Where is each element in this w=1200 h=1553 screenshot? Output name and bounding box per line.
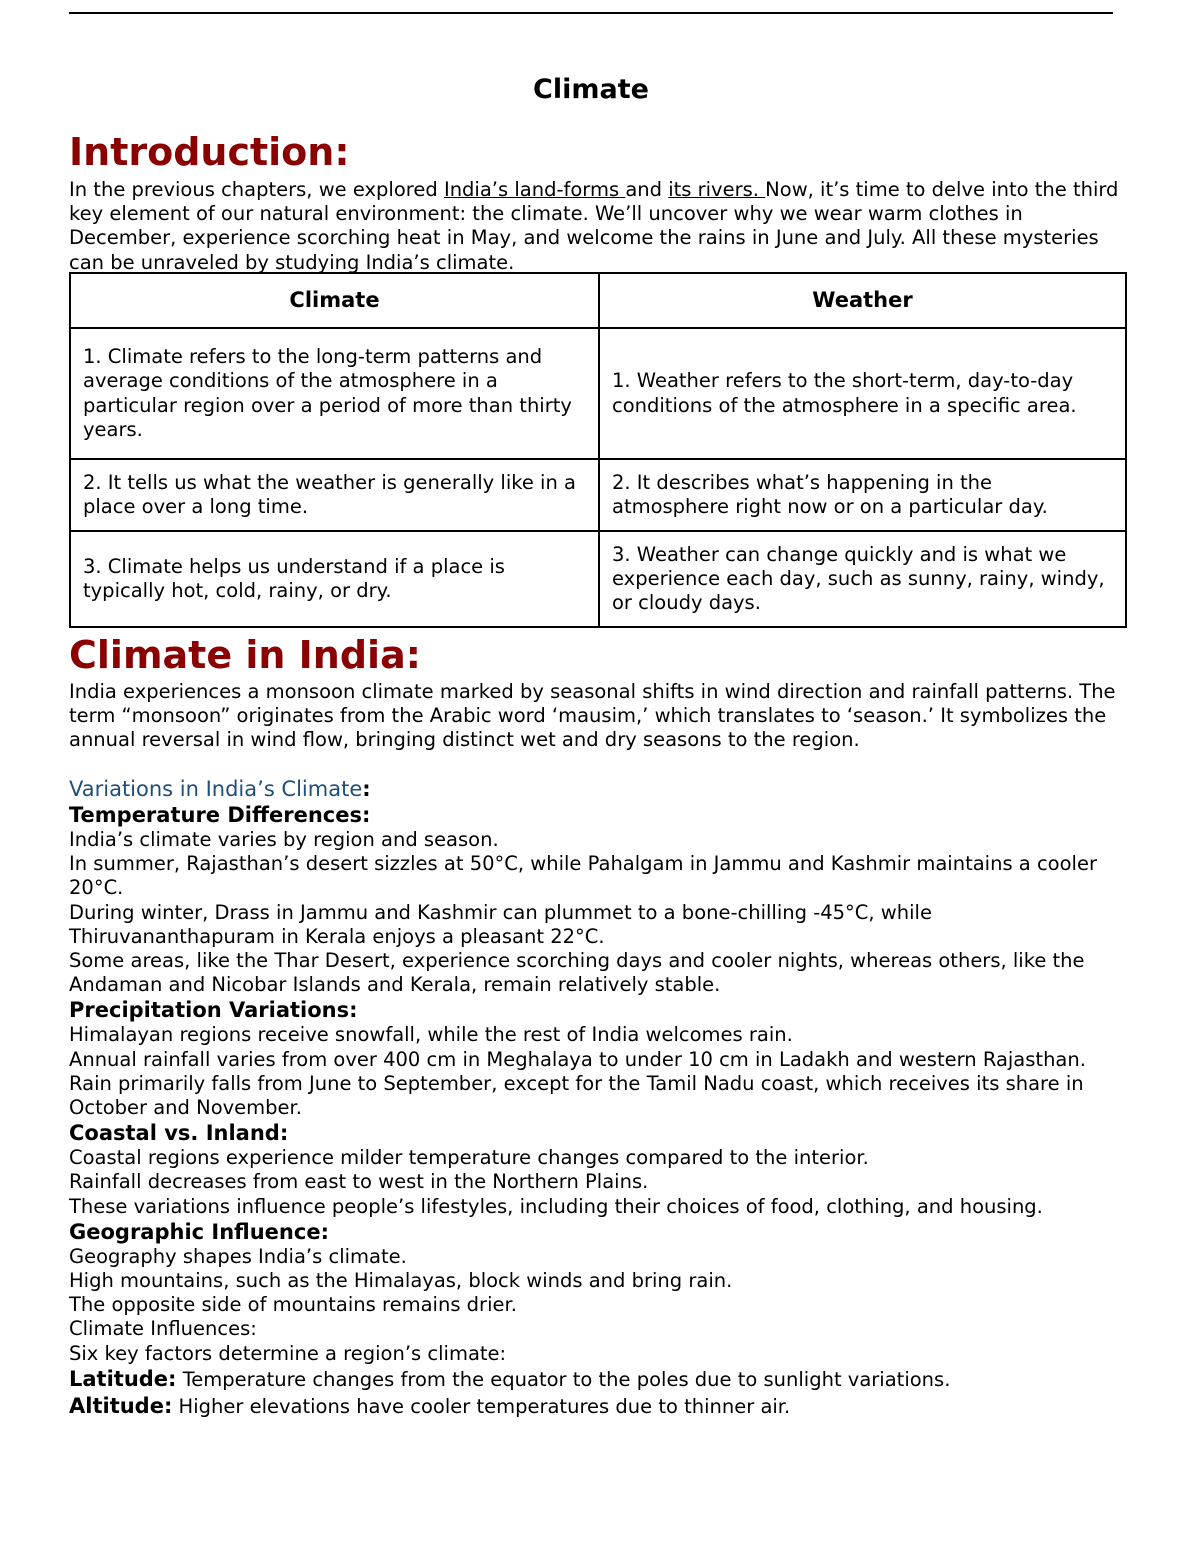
list-item: Annual rainfall varies from over 400 cm in Meghalaya to under 10 cm in Ladakh and western Rajasthan. (69, 1047, 1086, 1071)
table-header-row (70, 273, 1126, 328)
list-item: Geography shapes India’s climate. (69, 1244, 407, 1268)
table-cell: 2. It describes what’s happening in the atmosphere right now or on a particular day. (599, 459, 1126, 531)
link-landforms[interactable]: India’s land-forms (443, 178, 626, 201)
list-item: The opposite side of mountains remains drier. (69, 1293, 517, 1317)
list-item: High mountains, such as the Himalayas, block winds and bring rain. (69, 1269, 733, 1293)
geographic-heading: Geographic Influence: (69, 1219, 329, 1244)
temperature-heading: Temperature Differences: (69, 803, 371, 827)
list-item: In summer, Rajasthan’s desert sizzles at 50°C, while Pahalgam in Jammu and Kashmir maintains a cooler 20°C. (69, 852, 1097, 900)
variations-subheading (69, 776, 1127, 802)
table-cell: 1. Weather refers to the short-term, day-to-day conditions of the atmosphere in a specific area. (599, 328, 1126, 459)
climate-india-heading: Climate in India: (69, 633, 421, 677)
variations-title: Variations in India’s Climate (69, 777, 363, 801)
table-cell: 3. Weather can change quickly and is what we experience each day, such as sunny, rainy, windy, or cloudy days. (599, 531, 1126, 627)
table-cell: 3. Climate helps us understand if a place is typically hot, cold, rainy, or dry. (70, 531, 599, 627)
list-item: During winter, Drass in Jammu and Kashmir can plummet to a bone-chilling -45°C, while Thiruvananthapuram in Kerala enjoys a pleasant 22°C. (69, 900, 932, 948)
altitude-label: Altitude: (69, 1393, 173, 1418)
precipitation-heading: Precipitation Variations: (69, 998, 358, 1023)
table-row (70, 531, 1126, 627)
list-item: Rain primarily falls from June to September, except for the Tamil Nadu coast, which receives its share in October and November. (69, 1071, 1084, 1120)
intro-heading: Introduction: (69, 130, 350, 174)
table-cell: 2. It tells us what the weather is generally like in a place over a long time. (70, 459, 599, 531)
list-item: Climate Influences: (69, 1317, 257, 1341)
list-item: Some areas, like the Thar Desert, experience scorching days and cooler nights, whereas others, like the Andaman and Nicobar Islands and Kerala, remain relatively stable. (69, 949, 1085, 997)
list-item: Coastal regions experience milder temperature changes compared to the interior. (69, 1146, 869, 1170)
page-title: Climate (533, 74, 649, 105)
latitude-text: Temperature changes from the equator to the poles due to sunlight variations. (176, 1367, 951, 1391)
table-row (70, 459, 1126, 531)
list-item: Six key factors determine a region’s climate: (69, 1341, 507, 1365)
list-item: Rainfall decreases from east to west in the Northern Plains. (69, 1170, 649, 1194)
coastal-heading: Coastal vs. Inland: (69, 1121, 289, 1146)
variations-section (69, 776, 1127, 1420)
list-item: These variations influence people’s lifestyles, including their choices of food, clothing, and housing. (69, 1194, 1043, 1218)
top-rule (69, 12, 1113, 14)
link-rivers[interactable]: its rivers. (668, 178, 766, 201)
latitude-label: Latitude: (69, 1366, 177, 1391)
list-item: Himalayan regions receive snowfall, while the rest of India welcomes rain. (69, 1023, 793, 1047)
table-header-weather: Weather (599, 273, 1126, 328)
intro-paragraph (69, 178, 1127, 275)
table-cell: 1. Climate refers to the long-term patterns and average conditions of the atmosphere in a particular region over a period of more than thirty years. (70, 328, 599, 459)
altitude-text: Higher elevations have cooler temperatures due to thinner air. (172, 1394, 791, 1418)
altitude-item (69, 1393, 1127, 1420)
climate-india-paragraph: India experiences a monsoon climate marked by seasonal shifts in wind direction and rainfall patterns. The term “monsoon” originates from the Arabic word ‘mausim,’ which translates to ‘season.’ It symbolizes the annual reversal in wind flow, bringing distinct wet and dry seasons to the region. (69, 680, 1116, 752)
latitude-item (69, 1366, 1127, 1393)
list-item: India’s climate varies by region and season. (69, 828, 499, 851)
intro-text-end: Now, it’s time to delve into the third key element of our natural environment: the climate. We’ll uncover why we wear warm clothes in December, experience scorching heat in May, and welcome the rains in June and July. All these mysteries can be unraveled by studying India’s climate. (69, 178, 1119, 274)
intro-text-mid: and (625, 178, 669, 201)
table-header-climate: Climate (70, 273, 599, 328)
table-row (70, 328, 1126, 459)
variations-colon: : (362, 777, 371, 801)
intro-text-start: In the previous chapters, we explored (69, 178, 444, 201)
climate-weather-table (69, 272, 1127, 628)
